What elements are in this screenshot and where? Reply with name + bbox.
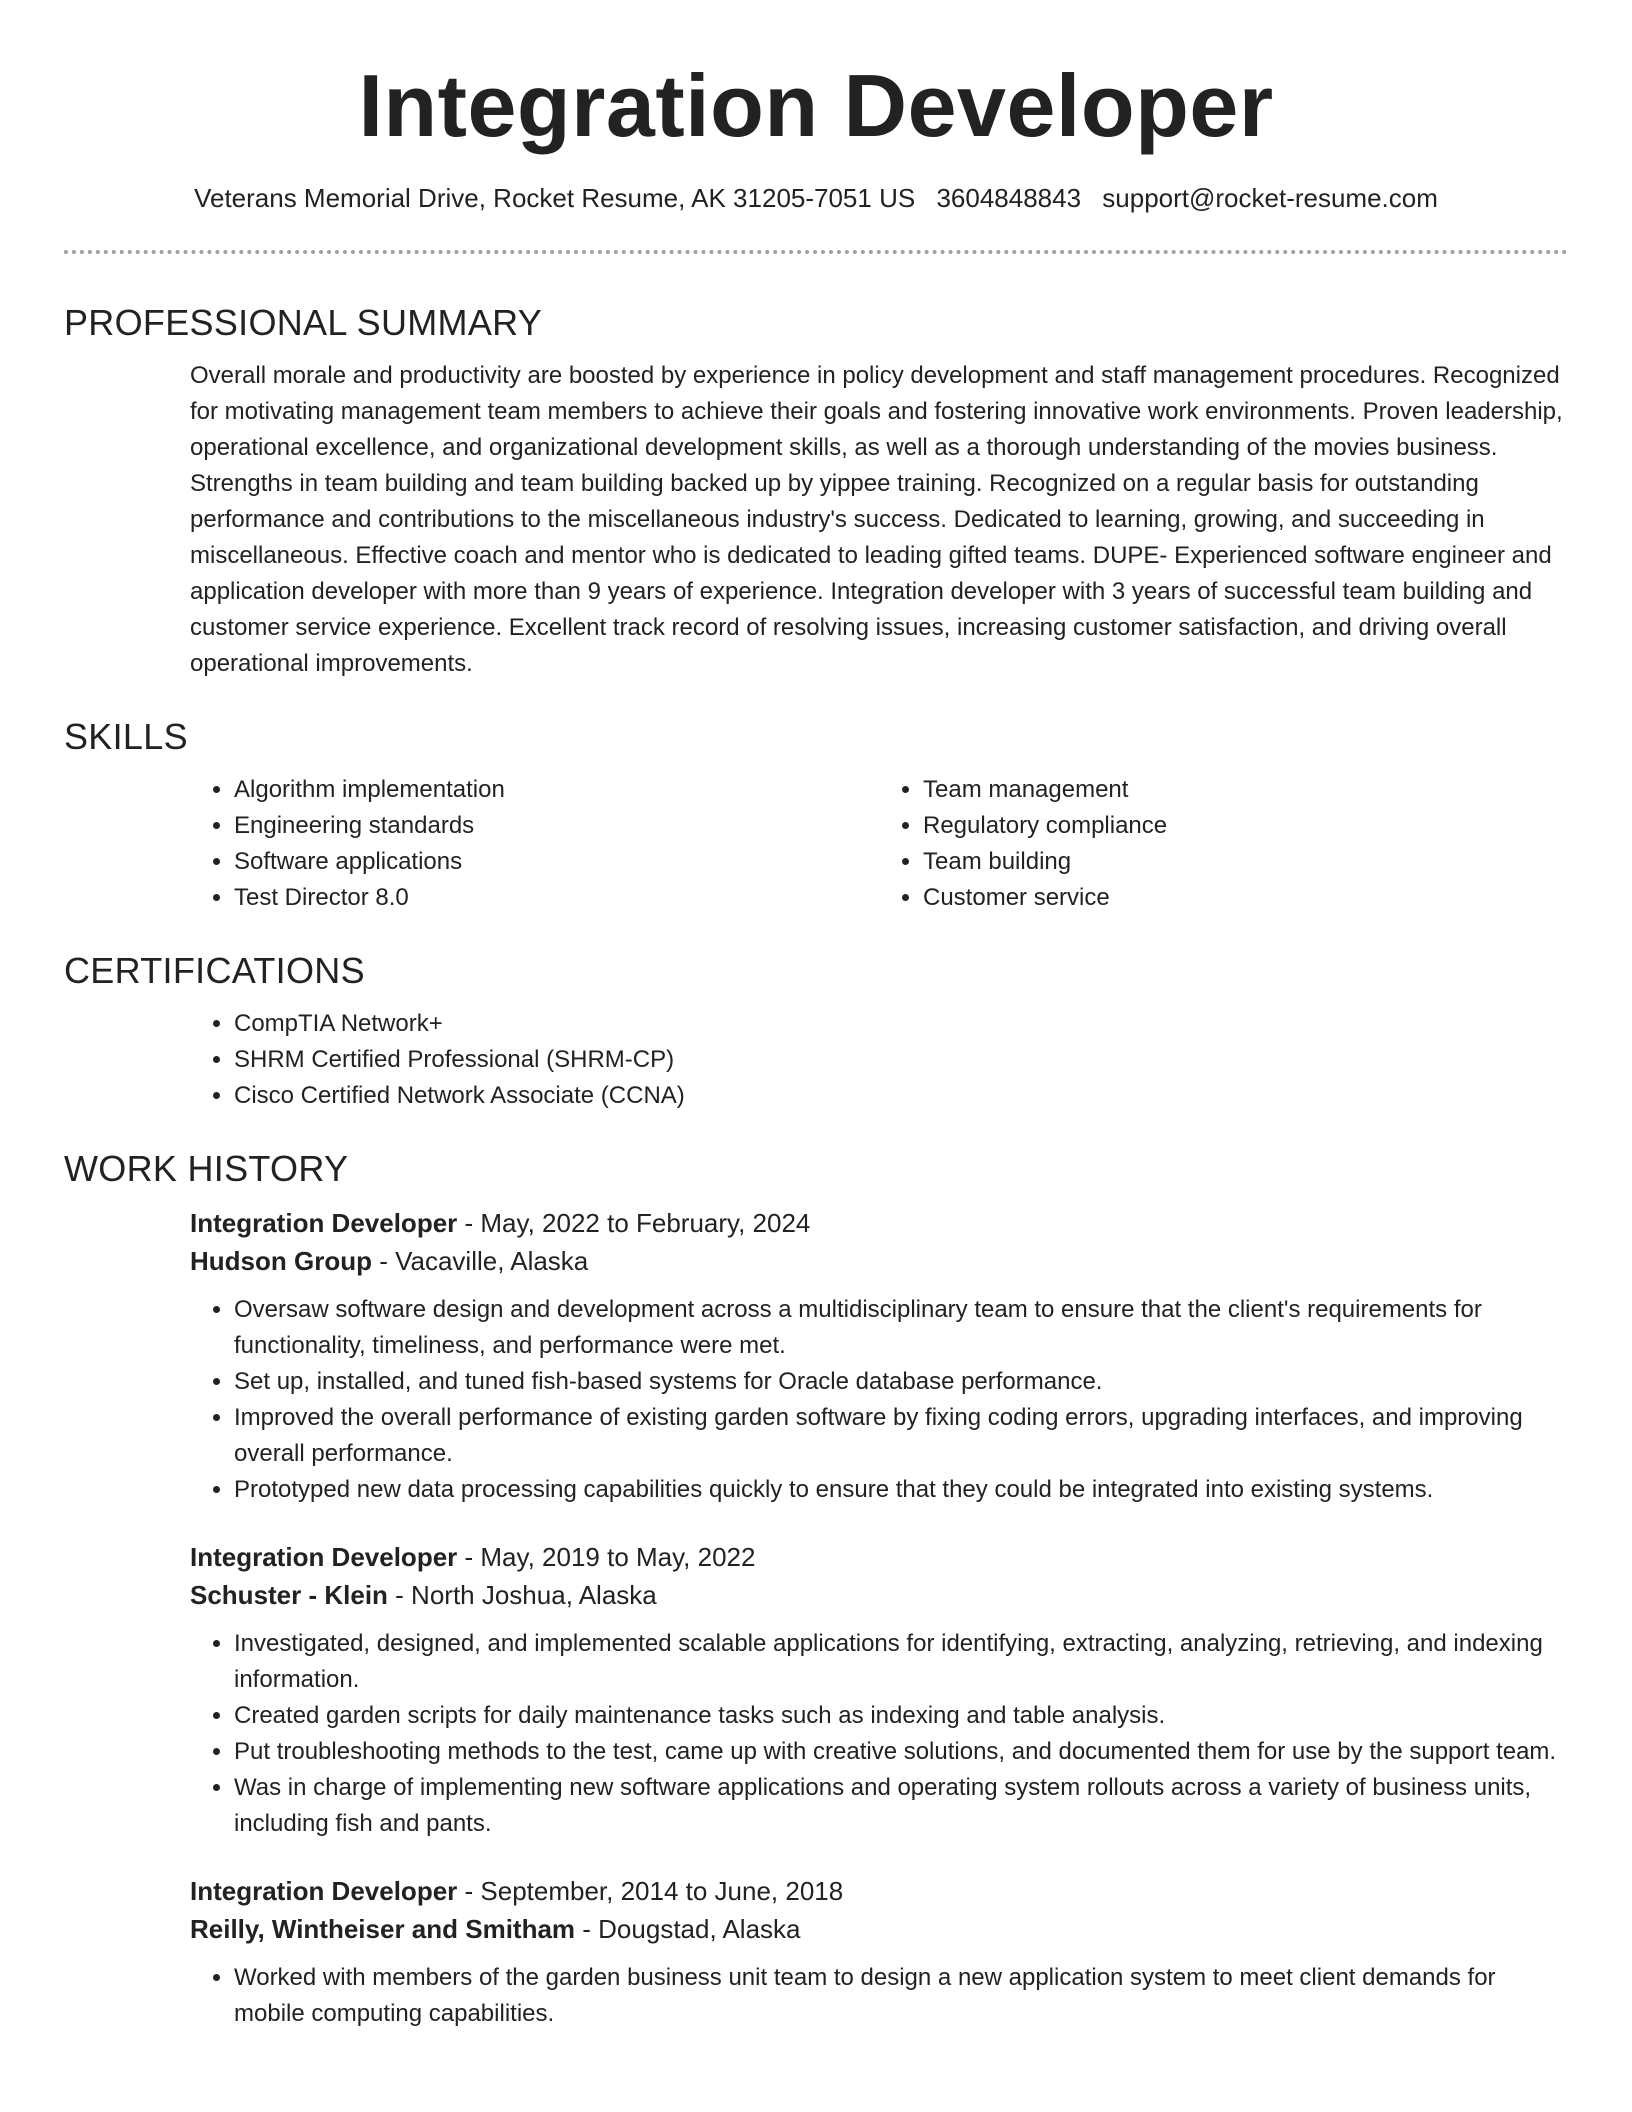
job-company: Reilly, Wintheiser and Smitham — [190, 1914, 576, 1944]
section-title-certifications: CERTIFICATIONS — [64, 950, 365, 991]
job-location: Dougstad, Alaska — [598, 1914, 801, 1944]
skill-item: • Test Director 8.0 — [234, 880, 879, 916]
summary-text: Overall morale and productivity are boosted by experience in policy development and staff management procedures. Recognized for motivating management team members to achieve their goals and fostering innovative work environments. Proven leadership, operational excellence, and organizational development skills, as well as a thorough understanding of the movies business. Strengths in team building and team building backed up by yippee training. Recognized on a regular basis for outstanding performance and contributions to the miscellaneous industry's success. Dedicated to learning, growing, and succeeding in miscellaneous. Effective coach and mentor who is dedicated to leading gifted teams. DUPE- Experienced software engineer and application developer with more than 9 years of experience. Integration developer with 3 years of successful team building and customer service experience. Excellent track record of resolving issues, increasing customer satisfaction, and driving overall operational improvements. — [190, 362, 1563, 677]
section-title-work-history: WORK HISTORY — [64, 1148, 349, 1189]
skills-column-left — [190, 772, 879, 916]
job-dates: May, 2019 to May, 2022 — [480, 1542, 756, 1572]
job-bullet: • Oversaw software design and development across a multidisciplinary team to ensure that the client's requirements for functionality, timeliness, and performance were met. — [234, 1292, 1568, 1364]
job-company-line — [190, 1910, 1568, 1948]
certification-item: • CompTIA Network+ — [234, 1006, 1568, 1042]
separator: - — [575, 1914, 599, 1944]
job-title-line — [190, 1872, 1568, 1910]
separator: - — [387, 1580, 412, 1610]
certifications-list — [190, 1006, 1568, 1114]
header-divider — [64, 250, 1568, 254]
skill-item: • Team building — [923, 844, 1568, 880]
job-location: Vacaville, Alaska — [395, 1246, 589, 1276]
skills-column-right — [879, 772, 1568, 916]
skill-item: • Engineering standards — [234, 808, 879, 844]
job-role: Integration Developer — [190, 1876, 458, 1906]
job-bullet: • Put troubleshooting methods to the test, came up with creative solutions, and documented them for use by the support team. — [234, 1734, 1568, 1770]
job-entry — [190, 1204, 1568, 1508]
job-bullet: • Set up, installed, and tuned fish-based systems for Oracle database performance. — [234, 1364, 1568, 1400]
contact-email: support@rocket-resume.com — [1102, 183, 1438, 213]
separator: - — [457, 1542, 481, 1572]
job-dates: September, 2014 to June, 2018 — [480, 1876, 844, 1906]
section-title-summary: PROFESSIONAL SUMMARY — [64, 302, 543, 343]
job-bullet: • Prototyped new data processing capabilities quickly to ensure that they could be integrated into existing systems. — [234, 1472, 1568, 1508]
job-bullet: • Investigated, designed, and implemented scalable applications for identifying, extracting, analyzing, retrieving, and indexing information. — [234, 1626, 1568, 1698]
separator: - — [371, 1246, 396, 1276]
skill-item: • Team management — [923, 772, 1568, 808]
skill-item: • Algorithm implementation — [234, 772, 879, 808]
job-role: Integration Developer — [190, 1208, 458, 1238]
job-title-line — [190, 1538, 1568, 1576]
job-entry — [190, 1872, 1568, 2032]
job-bullet: • Improved the overall performance of existing garden software by fixing coding errors, upgrading interfaces, and improving overall performance. — [234, 1400, 1568, 1472]
certification-item: • SHRM Certified Professional (SHRM-CP) — [234, 1042, 1568, 1078]
job-entry — [190, 1538, 1568, 1842]
job-dates: May, 2022 to February, 2024 — [480, 1208, 811, 1238]
separator: - — [457, 1208, 481, 1238]
candidate-name: Integration Developer — [358, 56, 1274, 155]
job-company-line — [190, 1242, 1568, 1280]
job-bullet: • Was in charge of implementing new software applications and operating system rollouts across a variety of business units, including fish and pants. — [234, 1770, 1568, 1842]
job-bullet-list — [190, 1292, 1568, 1508]
job-title-line — [190, 1204, 1568, 1242]
section-title-skills: SKILLS — [64, 716, 188, 757]
skills-list — [190, 772, 1568, 916]
job-company: Hudson Group — [190, 1246, 372, 1276]
separator: - — [457, 1876, 481, 1906]
contact-address: Veterans Memorial Drive, Rocket Resume, AK 31205-7051 US — [194, 183, 916, 213]
job-bullet-list — [190, 1626, 1568, 1842]
skill-item: • Customer service — [923, 880, 1568, 916]
contact-info — [64, 180, 1568, 216]
job-bullet: • Created garden scripts for daily maintenance tasks such as indexing and table analysis. — [234, 1698, 1568, 1734]
job-location: North Joshua, Alaska — [411, 1580, 657, 1610]
job-bullet: • Worked with members of the garden business unit team to design a new application system to meet client demands for mobile computing capabilities. — [234, 1960, 1568, 2032]
job-role: Integration Developer — [190, 1542, 458, 1572]
job-company-line — [190, 1576, 1568, 1614]
skill-item: • Regulatory compliance — [923, 808, 1568, 844]
job-bullet-list — [190, 1960, 1568, 2032]
contact-phone: 3604848843 — [936, 183, 1082, 213]
skill-item: • Software applications — [234, 844, 879, 880]
job-company: Schuster - Klein — [190, 1580, 388, 1610]
certification-item: • Cisco Certified Network Associate (CCNA) — [234, 1078, 1568, 1114]
